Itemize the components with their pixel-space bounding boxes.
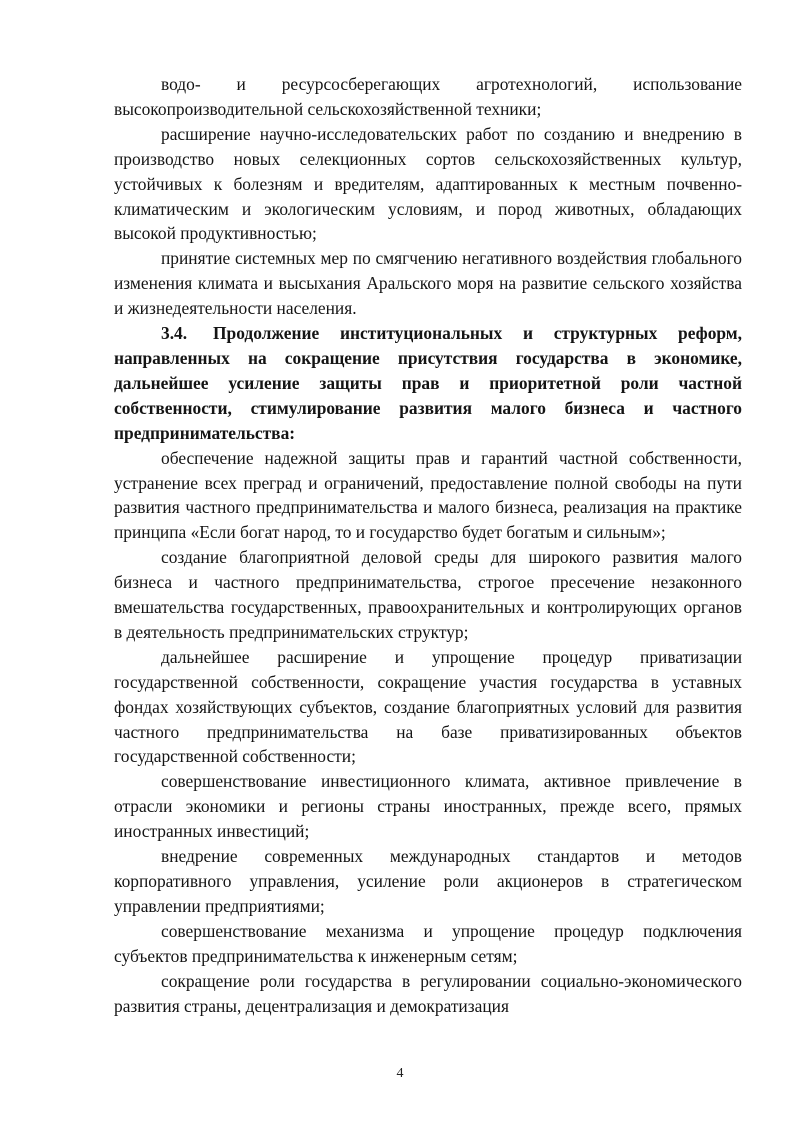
list-item: дальнейшее расширение и упрощение процедур приватизации государственной собственности, сокращение участия государства в уставных фондах хозяйствующих субъектов, создание благоприятных условий для развития частного предпринимательства на базе приватизированных объектов государственной собственности;	[114, 646, 742, 767]
list-item: сокращение роли государства в регулировании социально-экономического развития страны, децентрализация и демократизация	[114, 970, 742, 1016]
section-title: Продолжение институциональных и структурных реформ, направленных на сокращение присутствия государства в экономике, дальнейшее усиление защиты прав и приоритетной роли частной собственности, стимулирование развития малого бизнеса и частного предпринимательства:	[114, 323, 742, 443]
list-item: обеспечение надежной защиты прав и гарантий частной собственности, устранение всех преград и ограничений, предоставление полной свободы на пути развития частного предпринимательства и малого бизнеса, реализация на практике принципа «Если богат народ, то и государство будет богатым и сильным»;	[114, 447, 742, 543]
list-item: внедрение современных международных стандартов и методов корпоративного управления, усиление роли акционеров в стратегическом управлении предприятиями;	[114, 846, 742, 916]
section-number: 3.4.	[161, 323, 188, 344]
list-item: совершенствование инвестиционного климата, активное привлечение в отрасли экономики и регионы страны иностранных, прежде всего, прямых иностранных инвестиций;	[114, 771, 742, 842]
page-number: 4	[396, 1066, 404, 1081]
document-page	[114, 72, 742, 1018]
section-heading	[114, 321, 742, 446]
list-item: создание благоприятной деловой среды для широкого развития малого бизнеса и частного предпринимательства, строгое пресечение незаконного вмешательства государственных, правоохранительных и контролирующих органов в деятельность предпринимательских структур;	[114, 547, 742, 642]
list-item: совершенствование механизма и упрощение процедур подключения субъектов предпринимательства к инженерным сетям;	[114, 920, 742, 966]
paragraph-research: расширение научно-исследовательских работ по созданию и внедрению в производство новых селекционных сортов сельскохозяйственных культур, устойчивых к болезням и вредителям, адаптированных к местным почвенно-климатическим и экологическим условиям, и пород животных, обладающих высокой продуктивностью;	[114, 123, 742, 244]
paragraph-agrotech: водо- и ресурсосберегающих агротехнологий, использование высокопроизводительной сельскохозяйственной техники;	[114, 74, 742, 119]
paragraph-climate: принятие системных мер по смягчению негативного воздействия глобального изменения климата и высыхания Аральского моря на развитие сельского хозяйства и жизнедеятельности населения.	[114, 248, 742, 319]
